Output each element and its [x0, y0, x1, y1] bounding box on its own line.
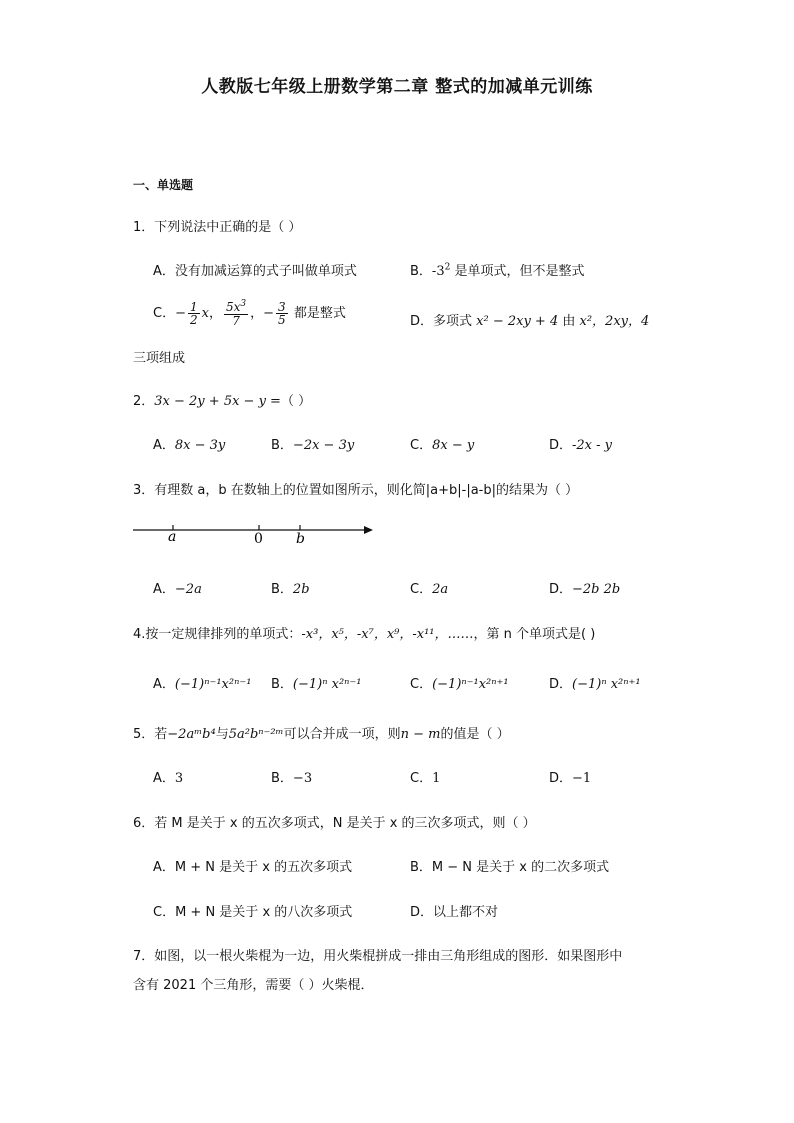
page-title: 人教版七年级上册数学第二章 整式的加减单元训练 [201, 77, 593, 97]
q4-option-b: B．(−1)ⁿ x²ⁿ⁻¹ [271, 677, 362, 692]
number-line-figure [133, 516, 393, 556]
q5-option-d: D．−1 [549, 771, 592, 786]
q2-option-b: B．−2x − 3y [271, 438, 355, 453]
question-6-stem: 6．若 M 是关于 x 的五次多项式，N 是关于 x 的三次多项式，则（ ） [133, 816, 536, 831]
label-zero: 0 [254, 531, 263, 547]
question-3-stem: 3．有理数 a，b 在数轴上的位置如图所示，则化简|a+b|-|a-b|的结果为（ ） [133, 483, 579, 498]
question-7-stem-line2: 含有 2021 个三角形，需要（ ）火柴棍． [133, 978, 374, 993]
q1-option-c: C．− $\frac{1}{2}$ x， $\frac{5x^3}{7}$ ，− $\frac{3}{5}$ 都是整式 [153, 299, 346, 328]
q3-option-c: C．2a [410, 582, 449, 597]
q6-option-d: D．以上都不对 [410, 905, 499, 920]
q1-option-b: B．$-3^2$ 是单项式，但不是整式 [410, 262, 585, 279]
number-line-arrow [364, 526, 373, 534]
q1-option-a: A．没有加减运算的式子叫做单项式 [153, 264, 357, 279]
q3-option-b: B．2b [271, 582, 310, 597]
q5-option-b: B．−3 [271, 771, 313, 786]
question-2-stem: 2．3x − 2y + 5x − y =（ ） [133, 394, 312, 409]
q6-option-a: A．M + N 是关于 x 的五次多项式 [153, 860, 353, 875]
label-a: a [168, 529, 177, 545]
q1-option-d-continued: 三项组成 [133, 351, 186, 366]
question-5-stem: 5．若−2aᵐb⁴与5a²bⁿ⁻²ᵐ可以合并成一项，则n − m的值是（ ） [133, 727, 510, 742]
question-1-stem: 1．下列说法中正确的是（ ） [133, 220, 302, 235]
q3-option-d: D．−2b 2b [549, 582, 621, 597]
question-7-stem-line1: 7．如图，以一根火柴棍为一边，用火柴棍拼成一排由三角形组成的图形．如果图形中 [133, 949, 623, 964]
q2-option-c: C．8x − y [410, 438, 475, 453]
fraction-3-over-5: $\frac{3}{5}$ [278, 299, 286, 328]
q2-option-a: A．8x − 3y [153, 438, 226, 453]
label-b: b [296, 531, 305, 547]
section-heading: 一、单选题 [133, 178, 194, 192]
q5-option-c: C．1 [410, 771, 441, 786]
q6-option-c: C．M + N 是关于 x 的八次多项式 [153, 905, 353, 920]
q1-option-d: D．多项式 x² − 2xy + 4 由 x²，2xy，4 [410, 314, 650, 329]
q5-option-a: A．3 [153, 771, 184, 786]
q3-option-a: A．−2a [153, 582, 202, 597]
fraction-half: $\frac{1}{2}$ [189, 299, 198, 328]
q4-option-d: D．(−1)ⁿ x²ⁿ⁺¹ [549, 677, 641, 692]
q6-option-b: B．M − N 是关于 x 的二次多项式 [410, 860, 610, 875]
fraction-5x3-over-7: $\frac{5x^3}{7}$ [225, 299, 247, 328]
q2-option-d: D．-2x - y [549, 438, 613, 453]
q4-option-c: C．(−1)ⁿ⁻¹x²ⁿ⁺¹ [410, 677, 509, 692]
question-4-stem: 4.按一定规律排列的单项式：-x³，x⁵，-x⁷，x⁹，-x¹¹，……，第 n 个单项式是( ) [133, 627, 596, 642]
q4-option-a: A．(−1)ⁿ⁻¹x²ⁿ⁻¹ [153, 677, 252, 692]
